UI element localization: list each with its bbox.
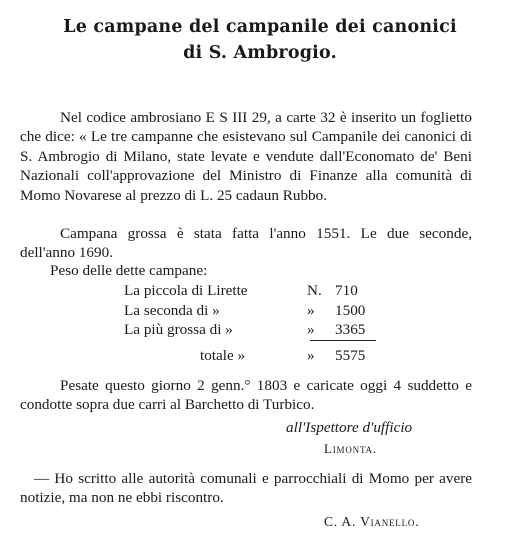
weight-mark: » — [307, 301, 315, 319]
weight-mark: N. — [307, 282, 322, 299]
title-line-1: Le campane del campanile dei canonici — [63, 17, 457, 37]
weight-row — [124, 321, 384, 341]
signature-role: all'Ispettore d'ufficio — [286, 419, 413, 436]
total-value: 5575 — [335, 346, 366, 364]
total-label: totale » — [200, 346, 246, 364]
weight-value: 710 — [335, 282, 358, 299]
weight-total-row — [124, 347, 384, 367]
paragraph-1: Nel codice ambrosiano E S III 29, a carte 32 è inserito un foglietto che dice: « Le tre campanne che esistevano sul Campanile dei canonici di S. Ambrogio di Milano, state levate e vendute dall'Economato de' Beni Nazionali coll'approvazione del Ministro di Finanze alla comunità di Momo Novarese al prezzo di L. 25 cadaun Rubbo. — [20, 109, 472, 204]
weight-label: La piccola di Lirette — [124, 282, 248, 299]
signature-name-limonta: Limonta. — [324, 441, 377, 456]
signature-name-vianello: C. A. Vianello. — [324, 514, 420, 529]
paragraph-3: Pesate questo giorno 2 genn.° 1803 e caricate oggi 4 suddetto e condotte sopra due carri al Barchetto di Turbico. — [20, 377, 472, 414]
weight-label: La più grossa di » — [124, 321, 233, 338]
weight-mark: » — [307, 321, 315, 338]
sum-rule — [310, 340, 376, 341]
weights-heading: Peso delle dette campane: — [50, 262, 208, 279]
total-mark: » — [307, 346, 315, 364]
paragraph-2: Campana grossa è stata fatta l'anno 1551. Le due seconde, dell'anno 1690. — [20, 225, 472, 262]
weight-value: 3365 — [335, 321, 366, 338]
paragraph-4: — Ho scritto alle autorità comunali e parrocchiali di Momo per avere notizie, ma non ne ebbi riscontro. — [20, 470, 472, 507]
weight-value: 1500 — [335, 301, 366, 319]
weight-row — [124, 302, 384, 322]
weight-label: La seconda di » — [124, 301, 220, 319]
weights-table — [124, 282, 384, 366]
title-line-2: di S. Ambrogio. — [183, 43, 337, 63]
weight-row — [124, 282, 384, 302]
